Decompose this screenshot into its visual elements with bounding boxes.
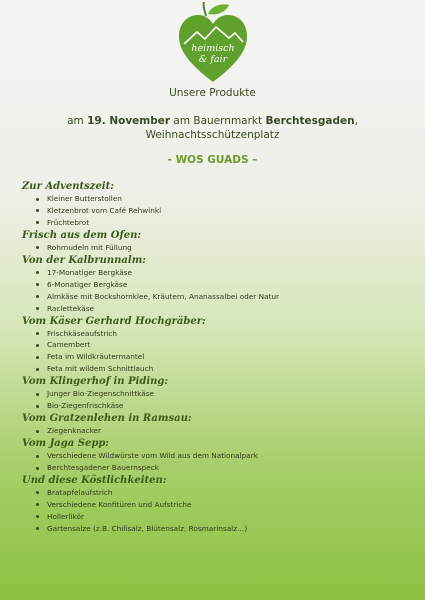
logo-text-fair: & fair	[198, 54, 228, 65]
heimisch-fair-logo	[175, 2, 251, 84]
product-item: Feta im Wildkräutermantel	[35, 351, 412, 363]
product-item: Gartensalze (z.B. Chilisalz, Blütensalz, Rosmarinsalz…)	[35, 523, 412, 535]
section-title: Vom Gratzenlehen in Ramsau:	[22, 413, 192, 425]
event-date-line	[0, 115, 425, 127]
section-title: Und diese Köstlichkeiten:	[22, 474, 167, 486]
product-list	[22, 328, 412, 376]
product-list	[22, 193, 412, 229]
product-item: Kletzenbrot vom Café Rehwinkl	[35, 205, 412, 217]
product-list	[22, 388, 412, 412]
product-item: Verschiedene Wildwürste vom Wild aus dem Nationalpark	[35, 450, 412, 462]
section-title: Vom Käser Gerhard Hochgräber:	[22, 315, 206, 327]
product-item: Rohrnudeln mit Füllung	[35, 242, 412, 254]
product-sections	[22, 180, 412, 535]
product-item: Junger Bio-Ziegenschnittkäse	[35, 388, 412, 400]
product-item: Camembert	[35, 339, 412, 351]
section-title: Vom Jaga Sepp:	[22, 438, 109, 450]
product-item: Bio-Ziegenfrischkäse	[35, 400, 412, 412]
motto-heading: - WOS GUADS –	[167, 154, 258, 166]
event-date: 19. November	[87, 115, 171, 127]
page-title: Unsere Produkte	[169, 87, 256, 99]
date-suffix: ,	[354, 115, 358, 127]
product-list	[22, 267, 412, 315]
product-list	[22, 487, 412, 535]
date-prefix: am	[67, 115, 88, 127]
product-list	[22, 425, 412, 437]
product-item: Ziegenknacker	[35, 425, 412, 437]
product-item: Almkäse mit Bockshornklee, Kräutern, Ananassalbei oder Natur	[35, 291, 412, 303]
date-mid: am Bauernmarkt	[170, 115, 266, 127]
product-item: 6-Monatiger Bergkäse	[35, 279, 412, 291]
product-item: Bratapfelaufstrich	[35, 487, 412, 499]
section-title: Zur Adventszeit:	[22, 181, 114, 192]
product-item: Feta mit wildem Schnittlauch	[35, 363, 412, 375]
section-title: Von der Kalbrunnalm:	[22, 254, 146, 266]
product-list	[22, 450, 412, 474]
section-title: Frisch aus dem Ofen:	[22, 229, 142, 241]
product-item: Berchtesgadener Bauernspeck	[35, 462, 412, 474]
product-item: Raclettekäse	[35, 303, 412, 315]
event-location: Weihnachtsschützenplatz	[145, 129, 280, 141]
product-item: 17-Monatiger Bergkäse	[35, 267, 412, 279]
event-place: Berchtesgaden	[265, 115, 355, 127]
product-item: Hollerlikör	[35, 511, 412, 523]
product-item: Verschiedene Konfitüren und Aufstriche	[35, 499, 412, 511]
product-list	[22, 242, 412, 254]
product-item: Kleiner Butterstollen	[35, 193, 412, 205]
product-item: Früchtebrot	[35, 217, 412, 229]
section-title: Vom Klingerhof in Piding:	[22, 376, 169, 388]
product-item: Frischkäseaufstrich	[35, 328, 412, 340]
logo-text-heimisch: heimisch	[191, 43, 235, 54]
